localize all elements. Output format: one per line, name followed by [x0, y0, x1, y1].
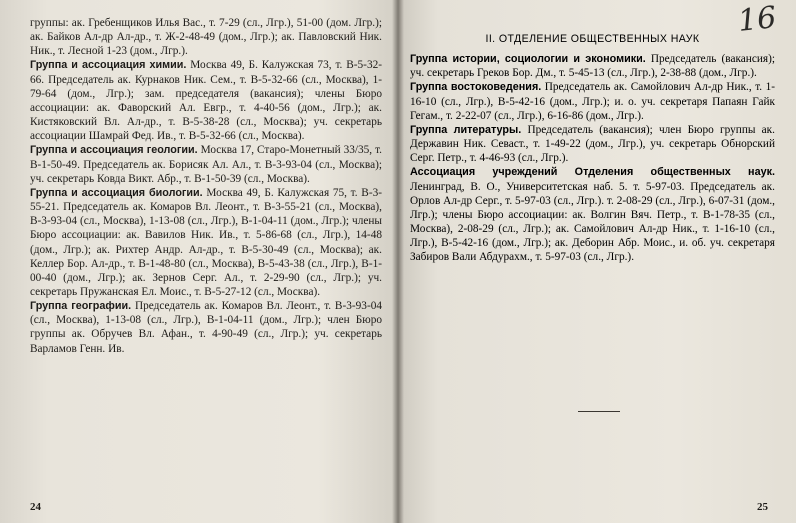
- entry-heading: Группа востоковедения.: [410, 81, 542, 94]
- entry-text: Председатель ак. Самойлович Ал-др Ник., т. 1-16-10 (сл., Лгр.), В-5-42-16 (дом., Лгр.); и. о. уч. секретаря Папаян Гайк Гегам., т. 2-22-07 (сл., Лгр.), 6-16-86 (дом., Лгр.).: [410, 81, 775, 122]
- left-page-text: [30, 16, 382, 356]
- entry: [410, 80, 775, 122]
- entry-text: Москва 17, Старо-Монетный 33/35, т. В-1-50-49. Председатель ак. Борисяк Ал. Ал., т. В-3-93-04 (сл., Москва); уч. секретарь Ковда Викт. Абр., т. В-1-50-39 (сл., Москва).: [30, 144, 382, 185]
- entry: [410, 123, 775, 165]
- entry-heading: Группа географии.: [30, 300, 132, 313]
- page-number: 25: [757, 501, 768, 513]
- right-page-text: [410, 8, 775, 265]
- entry-heading: Группа истории, социологии и экономики.: [410, 53, 646, 66]
- entry: [410, 165, 775, 264]
- entry-text: Ленинград, В. О., Университетская наб. 5. т. 5-97-03. Председатель ак. Орлов Ал-др Серг., т. 5-97-03 (сл., Лгр.). т. 2-08-29 (сл., Лгр.), 6-07-31 (дом., Лгр.); члены Бюро ассоциации: ак. Волгин Вяч. Петр., т. В-1-78-35 (сл., Москва), 2-08-29 (сл., Лгр.); ак. Самойлович Ал-др Ник., т. 1-16-10 (сл., Лгр.), В-5-42-16 (дом., Лгр.); ак. Деборин Абр. Моис., и. об. уч. секретаря Забиров Вали Абдурахм., т. 5-97-03 (сл., Лгр.).: [410, 180, 775, 264]
- book-gutter: [392, 0, 404, 523]
- handwritten-annotation: 16: [736, 0, 778, 39]
- entry-text: Председатель (вакансия); уч. секретарь Греков Бор. Дм., т. 5-45-13 (сл., Лгр.), 2-38-88 (дом., Лгр.).: [410, 53, 776, 80]
- entry-heading: Ассоциация учреждений Отделения общественных наук.: [410, 166, 775, 179]
- entry-heading: Группа и ассоциация биологии.: [30, 186, 203, 199]
- entry: [30, 186, 382, 299]
- entry: [410, 52, 775, 80]
- entry: [30, 299, 382, 356]
- entry-heading: Группа и ассоциация химии.: [30, 59, 187, 72]
- entry-text: Председатель (вакансия); член Бюро группы ак. Державин Ник. Севаст., т. 1-49-22 (дом., Лгр.), уч. секретарь Обнорский Серг. Петр., т. 4-46-93 (сл., Лгр.).: [410, 123, 775, 165]
- entry-text: Москва 49, Б. Калужская 75, т. В-3-55-21. Председатель ак. Комаров Вл. Леонт., т. В-3-55-21 (сл., Москва), В-3-93-04 (сл., Москва), 1-13-08 (сл., Лгр.), В-1-04-11 (дом., Лгр.); члены Бюро ассоциации: ак. Вавилов Ник. Ив., т. 5-86-68 (сл., Лгр.), 14-48 (дом., Лгр.); ак. Рихтер Андр. Ал-др., т. В-5-30-49 (сл., Москва); ак. Келлер Бор. Ал-др., т. В-1-48-80 (сл., Москва), В-5-43-38 (сл., Лгр.), В-1-00-40 (дом., Лгр.); ак. Зернов Серг. Ал., т. 2-29-90 (сл., Лгр.); уч. секретарь Пружанская Ел. Моис., т. В-5-27-12 (сл., Москва).: [30, 186, 383, 298]
- entry-text: Председатель ак. Комаров Вл. Леонт., т. В-3-93-04 (сл., Москва), 1-13-08 (сл., Лгр.), В-1-04-11 (дом., Лгр.); член Бюро группы ак. Обручев Вл. Афан., т. 4-90-49 (сл., Лгр.); уч. секретарь Варламов Генн. Ив.: [30, 300, 382, 355]
- closing-rule: [578, 411, 620, 412]
- entry-text: группы: ак. Гребенщиков Илья Вас., т. 7-29 (сл., Лгр.), 51-00 (дом. Лгр.); ак. Байков Ал-др Ал-др., т. Ж-2-48-49 (дом., Лгр.); ак. Павловский Ник. Ник., т. Лесной 1-23 (дом., Лгр.).: [30, 17, 382, 58]
- entry-heading: Группа литературы.: [410, 123, 522, 136]
- page-number: 24: [30, 501, 41, 513]
- entry: [30, 58, 382, 143]
- entry-text: Москва 49, Б. Калужская 73, т. В-5-32-66. Председатель ак. Курнаков Ник. Сем., т. В-5-32-66 (сл., Москва), 1-79-64 (дом., Лгр.); зам. председателя (вакансия); члены Бюро ассоциации: ак. Фаворский Ал. Евгр., т. 4-40-56 (дом., Лгр.); ак. Кистяковский Вл. Ал-др., т. В-5-38-28 (сл., Москва); уч. секретарь ассоциации Шамрай Фед. Ив., т. В-5-32-66 (сл., Москва).: [30, 59, 383, 143]
- entry: [30, 143, 382, 185]
- entry: [30, 16, 382, 58]
- section-title: II. ОТДЕЛЕНИЕ ОБЩЕСТВЕННЫХ НАУК: [485, 33, 700, 45]
- entry-heading: Группа и ассоциация геологии.: [30, 144, 198, 157]
